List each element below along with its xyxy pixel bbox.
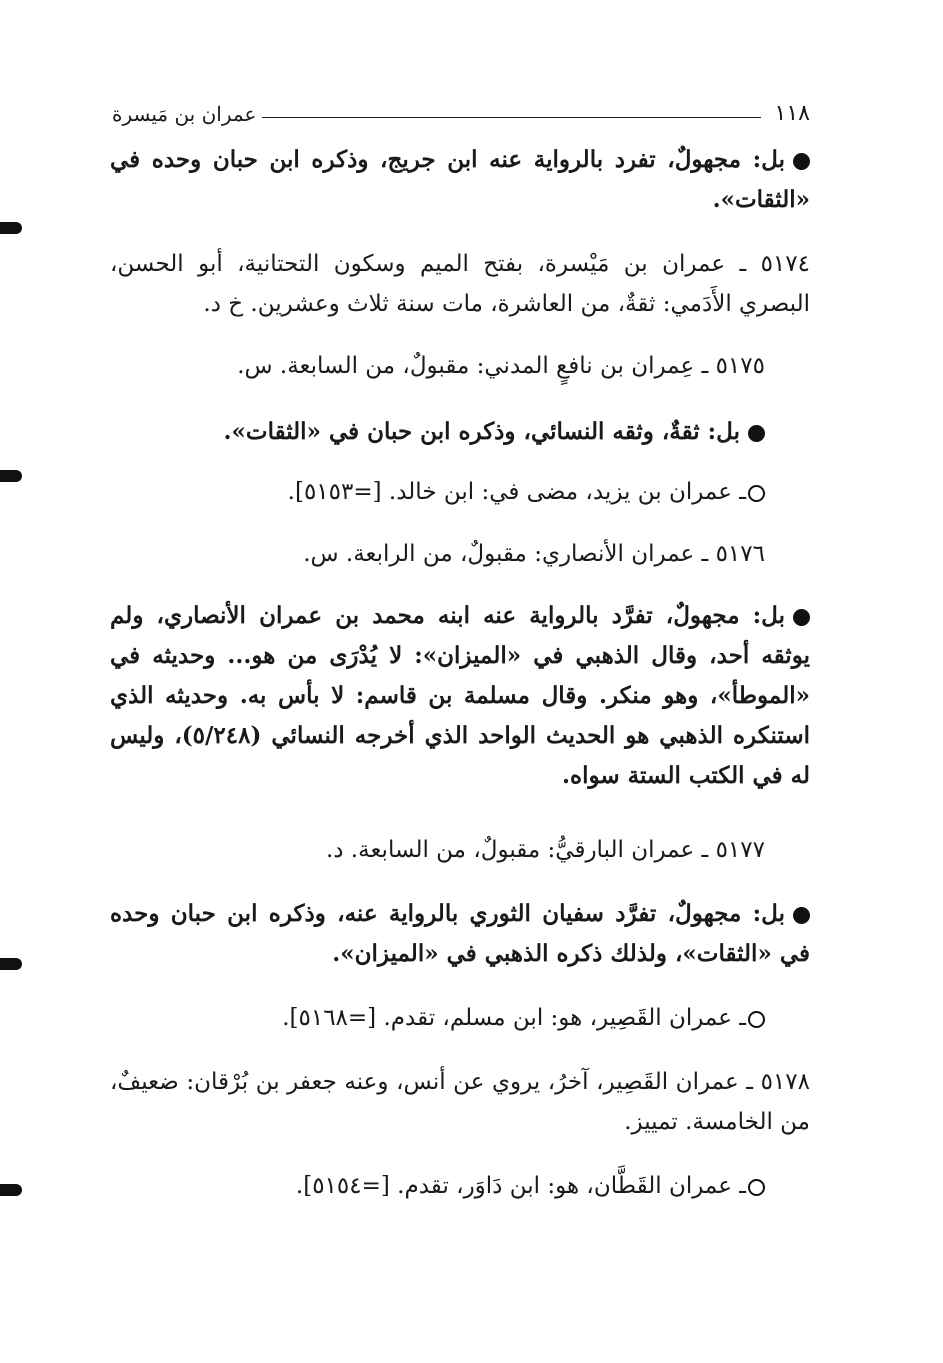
paragraph: ٥١٧٧ ـ عمران البارقيُّ: مقبولٌ، من السابعة. د. — [325, 837, 765, 863]
paragraph: ٥١٧٨ ـ عمران القَصِير، آخرُ، يروي عن أنس، وعنه جعفر بن بُرْقان: ضعيفٌ، من الخامسة. تمييز. — [110, 1069, 810, 1135]
page-number: ١١٨ — [774, 101, 810, 126]
page-header — [112, 92, 810, 126]
bullet-icon — [793, 609, 810, 626]
scan-mark — [0, 958, 22, 970]
circle-icon — [748, 485, 765, 502]
paragraph: بل: ثقةٌ، وثقه النسائي، وذكره ابن حبان في «الثقات». — [150, 412, 765, 452]
circle-icon — [748, 1011, 765, 1028]
circle-icon — [748, 1179, 765, 1196]
paragraph: ـ عمران بن يزيد، مضى في: ابن خالد. [=٥١٥٣]. — [150, 472, 765, 512]
paragraph: بل: مجهولٌ، تفرَّد بالرواية عنه ابنه محمد بن عمران الأنصاري، ولم يوثقه أحد، وقال الذهبي في «الميزان»: لا يُدْرَى من هو... وحديثه في «الموطأ»، وهو منكر. وقال مسلمة بن قاسم: لا بأس به. وحديثه الذي استنكره الذهبي هو الحديث الواحد الذي أخرجه النسائي (٥/٢٤٨)، وليس له في الكتب الستة سواه. — [110, 602, 810, 789]
header-rule — [262, 117, 760, 118]
bullet-icon — [748, 425, 765, 442]
scan-mark — [0, 1184, 22, 1196]
paragraph: بل: مجهولٌ، تفرَّد سفيان الثوري بالرواية عنه، وذكره ابن حبان وحده في «الثقات»، ولذلك ذكره الذهبي في «الميزان». — [110, 900, 810, 967]
paragraph: ٥١٧٤ ـ عمران بن مَيْسرة، بفتح الميم وسكون التحتانية، أبو الحسن، البصري الأَدَمي: ثقةٌ، من العاشرة، مات سنة ثلاث وعشرين. خ د. — [110, 251, 810, 317]
paragraph: ـ عمران القَطَّان، هو: ابن دَاوَر، تقدم. [=٥١٥٤]. — [150, 1166, 765, 1206]
paragraph: ٥١٧٦ ـ عمران الأنصاري: مقبولٌ، من الرابعة. س. — [303, 541, 765, 567]
paragraph: بل: مجهولٌ، تفرد بالرواية عنه ابن جريج، وذكره ابن حبان وحده في «الثقات». — [110, 146, 810, 213]
scan-mark — [0, 222, 22, 234]
running-title: عمران بن مَيسرة — [112, 102, 257, 126]
paragraph: ٥١٧٥ ـ عِمران بن نافعٍ المدني: مقبولٌ، من السابعة. س. — [237, 353, 765, 379]
scan-mark — [0, 470, 22, 482]
bullet-icon — [793, 907, 810, 924]
bullet-icon — [793, 153, 810, 170]
paragraph: ـ عمران القَصِير، هو: ابن مسلم، تقدم. [=٥١٦٨]. — [150, 998, 765, 1038]
